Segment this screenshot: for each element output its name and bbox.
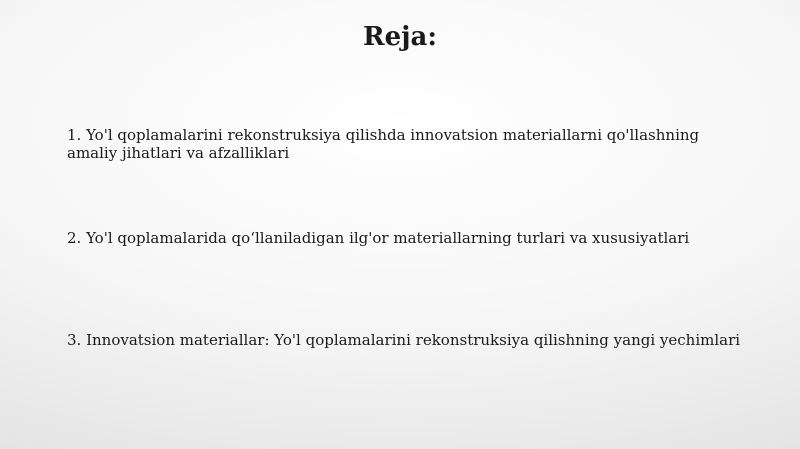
plan-item-2: 2. Yo'l qoplamalarida qo‘llaniladigan ilg'or materiallarning turlari va xususiyatlari bbox=[67, 229, 690, 247]
slide-title: Reja: bbox=[362, 22, 437, 52]
plan-item-3: 3. Innovatsion materiallar: Yo'l qoplamalarini rekonstruksiya qilishning yangi yechimlari bbox=[67, 331, 741, 349]
plan-item-1: 1. Yo'l qoplamalarini rekonstruksiya qilishda innovatsion materiallarni qo'llashning amaliy jihatlari va afzalliklari bbox=[67, 126, 700, 162]
